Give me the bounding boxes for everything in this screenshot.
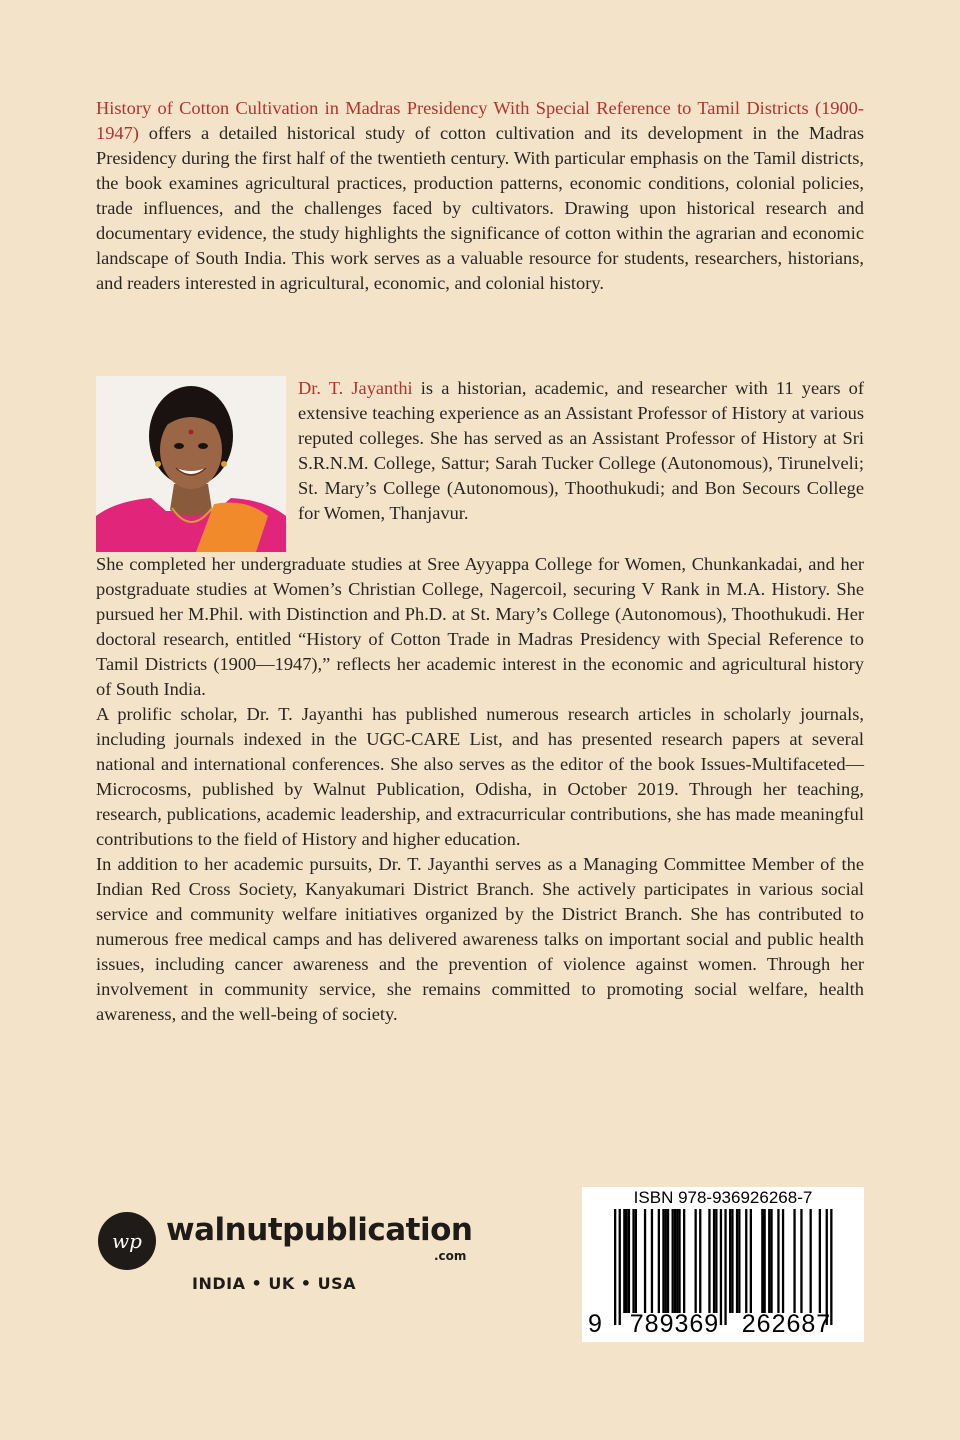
bio-paragraph: She completed her undergraduate studies at Sree Ayyappa College for Women, Chunkankadai, and her postgraduate studies at Women’s Christian College, Nagercoil, securing V Rank in M.A. History. She pursued her M.Phil. with Distinction and Ph.D. at St. Mary’s College (Autonomous), Thoothukudi. Her doctoral research, entitled “History of Cotton Trade in Madras Presidency with Special Reference to Tamil Districts (1900—1947),” reflects her academic interest in the economic and agricultural history of South India. [96,554,864,699]
barcode-bar [644,1209,646,1313]
barcode-bar [623,1209,625,1313]
barcode-bar [764,1209,766,1313]
book-description [96,96,864,296]
bio-paragraph: A prolific scholar, Dr. T. Jayanthi has published numerous research articles in scholarly journals, including journals indexed in the UGC-CARE List, and has presented research papers at several national and international conferences. She also serves as the editor of the book Issues-Multifaceted—Microcosms, published by Walnut Publication, Odisha, in October 2019. Through her teaching, research, publications, academic leadership, and extracurricular contributions, she has made meaningful contributions to the field of History and higher education. [96,704,864,849]
barcode-bar [635,1209,637,1313]
barcode-bar [720,1209,722,1325]
author-photo [96,376,286,552]
barcode-bar [782,1209,784,1313]
barcode-digit-first: 9 [588,1310,602,1338]
barcode-bar [672,1209,674,1313]
barcode-bar [619,1209,621,1325]
barcode-bar [678,1209,680,1313]
isbn-label: ISBN 978-936926268-7 [633,1188,813,1207]
barcode-digits-right: 262687 [741,1310,832,1338]
isbn-barcode [582,1187,864,1342]
barcode-bar [729,1209,731,1313]
barcode-bar [658,1209,660,1313]
barcode-bar [830,1209,832,1325]
barcode-bar [777,1209,779,1313]
barcode-bar [715,1209,717,1313]
barcode-bar [826,1209,828,1325]
barcode-bar [665,1209,667,1313]
author-bio [96,552,864,1027]
bio-paragraph: In addition to her academic pursuits, Dr. T. Jayanthi serves as a Managing Committee Member of the Indian Red Cross Society, Kanyakumari District Branch. She actively participates in various social service and community welfare initiatives organized by the District Branch. She has contributed to numerous free medical camps and has delivered awareness talks on important social and public health issues, including cancer awareness and the prevention of violence against women. Through her involvement in community service, she remains committed to promoting social welfare, health awareness, and the well-being of society. [96,854,864,1024]
publisher-name: walnutpublication [166,1212,473,1248]
barcode-bar [810,1209,812,1313]
barcode-bar [819,1209,821,1313]
author-portrait-image [96,376,286,552]
barcode-bar [708,1209,710,1313]
barcode-bar [674,1209,676,1313]
barcode-bar [676,1209,678,1313]
author-bio-intro [298,376,864,526]
barcode-bar [699,1209,701,1313]
barcode-bar [731,1209,733,1313]
book-title: History of Cotton Cultivation in Madras Presidency With Special Reference to Tamil Districts (1900-1947) [96,98,864,143]
barcode-bar [745,1209,747,1313]
author-intro-text: is a historian, academic, and researcher with 11 years of extensive teaching experience as an Assistant Professor of History at various reputed colleges. She has served as an Assistant Professor of History at Sri S.R.N.M. College, Sattur; Sarah Tucker College (Autonomous), Tirunelveli; St. Mary’s College (Autonomous), Thoothukudi; and Bon Secours College for Women, Thanjavur. [298,378,864,523]
barcode-bar [768,1209,770,1313]
barcode-bar [793,1209,795,1313]
barcode-bar [614,1209,616,1325]
barcode-bar [724,1209,726,1325]
barcode-digits-left: 789369 [629,1310,720,1338]
barcode-bar [736,1209,738,1313]
barcode-bar [651,1209,653,1313]
description-text: offers a detailed historical study of cotton cultivation and its development in the Madras Presidency during the first half of the twentieth century. With particular emphasis on the Tamil districts, the book examines agricultural practices, production patterns, economic conditions, colonial policies, trade influences, and the challenges faced by cultivators. Drawing upon historical research and documentary evidence, the study highlights the significance of cotton within the agrarian and economic landscape of South India. This work serves as a valuable resource for students, researchers, historians, and readers interested in agricultural, economic, and colonial history. [96,123,864,293]
barcode-bar [662,1209,664,1313]
publisher-logo-icon: wp [98,1212,156,1270]
barcode-bar [632,1209,634,1313]
barcode-bar [626,1209,628,1313]
barcode-bar [695,1209,697,1313]
barcode-bar [713,1209,715,1313]
barcode-bar [683,1209,685,1313]
barcode-bar [667,1209,669,1313]
publisher-countries: INDIA • UK • USA [192,1274,356,1293]
publisher-domain: .com [434,1249,467,1263]
barcode-bar [628,1209,630,1313]
publisher-logo-block [98,1208,478,1308]
barcode-bar [738,1209,740,1313]
author-name: Dr. T. Jayanthi [298,378,413,398]
barcode-bar [770,1209,772,1313]
barcode-bar [750,1209,752,1313]
barcode-bar [761,1209,763,1313]
barcode-bar [800,1209,802,1313]
